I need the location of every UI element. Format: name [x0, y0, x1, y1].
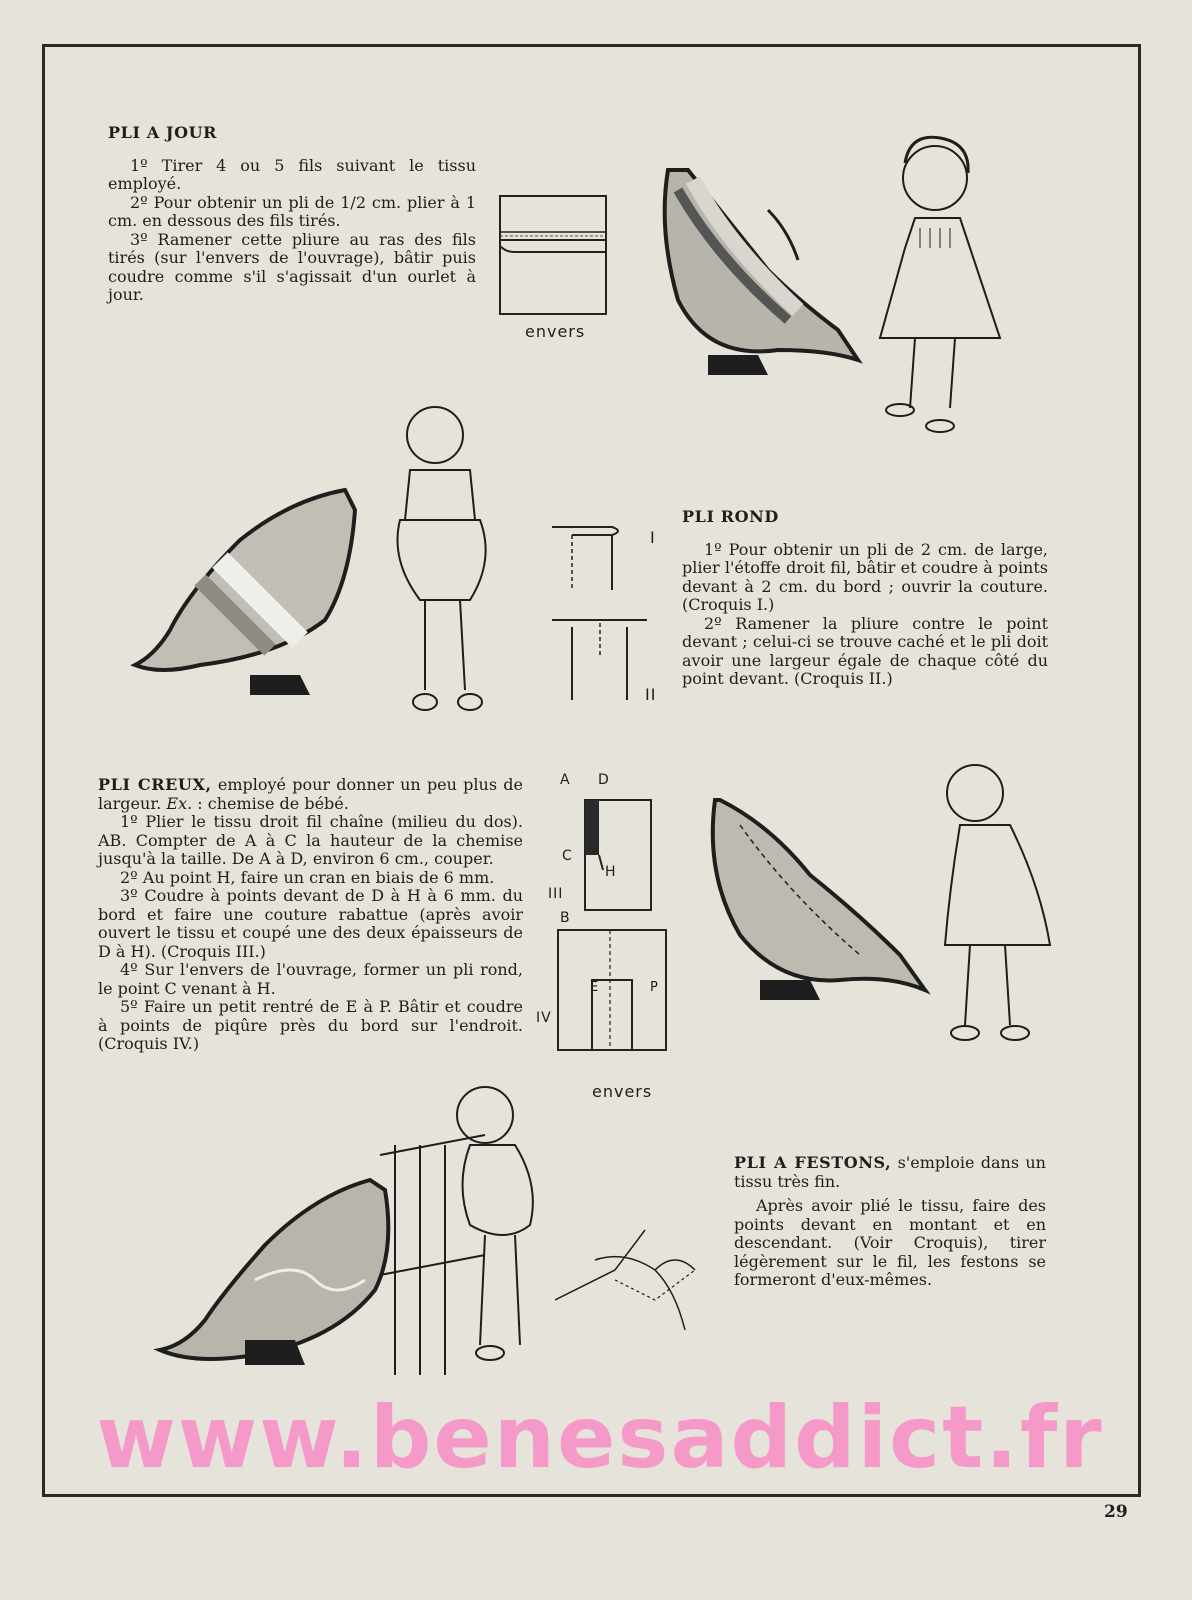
- heading-pli-creux: PLI CREUX,: [98, 775, 212, 794]
- label-croquis-II: II: [645, 685, 657, 704]
- child-illustration: [930, 755, 1090, 1055]
- pli-creux-diagram: [548, 780, 668, 1080]
- paragraph: 1º Plier le tissu droit fil chaîne (milieu du dos). AB. Compter de A à C la hauteur de la chemise jusqu'à la taille. De A à D, environ 6 cm., couper.: [98, 812, 523, 868]
- paragraph: 1º Tirer 4 ou 5 fils suivant le tissu employé.: [108, 155, 476, 193]
- paragraph: 3º Ramener cette pliure au ras des fils tirés (sur l'envers de l'ouvrage), bâtir puis coudre comme s'il s'agissait d'un ourlet à jour.: [108, 229, 476, 304]
- boy-at-fence-illustration: [375, 1075, 575, 1395]
- pli-a-festons-diagram: [555, 1210, 715, 1340]
- intro-text: s'emploie dans un tissu très fin.: [734, 1153, 1046, 1191]
- label-C: C: [562, 848, 573, 864]
- label-envers: envers: [592, 1082, 653, 1101]
- ex-text: : chemise de bébé.: [192, 793, 349, 813]
- bird-illustration: [100, 480, 370, 710]
- paragraph: 5º Faire un petit rentré de E à P. Bâtir et coudre à points de piqûre près du bord sur l'endroit. (Croquis IV.): [98, 997, 523, 1053]
- paragraph: 2º Ramener la pliure contre le point devant ; celui-ci se trouve caché et le pli doit avoir une largeur égale de chaque côté du point devant. (Croquis II.): [682, 613, 1048, 688]
- paragraph: 1º Pour obtenir un pli de 2 cm. de large, plier l'étoffe droit fil, bâtir et coudre à points devant à 2 cm. du bord ; ouvrir la couture. (Croquis I.): [682, 539, 1048, 614]
- label-IV: IV: [536, 1010, 552, 1026]
- label-envers: envers: [525, 322, 586, 341]
- paragraph: 2º Pour obtenir un pli de 1/2 cm. plier à 1 cm. en dessous des fils tirés.: [108, 192, 476, 230]
- section-pli-creux: [98, 776, 523, 1054]
- section-pli-a-jour: [108, 124, 476, 305]
- label-P: P: [650, 980, 659, 995]
- label-E: E: [590, 980, 600, 995]
- intro-text: employé pour donner un peu plus de largeur.: [98, 775, 523, 813]
- label-croquis-I: I: [650, 528, 656, 547]
- heading-pli-rond: PLI ROND: [682, 507, 779, 526]
- paragraph: Après avoir plié le tissu, faire des points devant en montant et en descendant. (Voir Croquis), tirer légèrement sur le fil, les festons se formeront d'eux-mêmes.: [734, 1196, 1046, 1289]
- heading-pli-a-festons: PLI A FESTONS,: [734, 1153, 892, 1172]
- label-H: H: [605, 864, 617, 880]
- bird-illustration: [700, 785, 950, 1015]
- label-A: A: [560, 772, 571, 788]
- boy-illustration: [380, 390, 550, 730]
- section-pli-a-festons: [734, 1154, 1046, 1290]
- heading-pli-a-jour: PLI A JOUR: [108, 123, 218, 142]
- paragraph: 4º Sur l'envers de l'ouvrage, former un pli rond, le point C venant à H.: [98, 960, 523, 998]
- pli-a-jour-diagram: [488, 190, 618, 320]
- bird-illustration: [145, 1170, 405, 1390]
- paragraph: [734, 1154, 1046, 1191]
- watermark: www.benesaddict.fr: [96, 1388, 1104, 1488]
- paragraph: [98, 776, 523, 813]
- section-pli-rond: [682, 508, 1048, 689]
- label-D: D: [598, 772, 610, 788]
- girl-illustration: [860, 118, 1040, 448]
- page-number: 29: [1104, 1502, 1128, 1522]
- label-B: B: [560, 910, 571, 926]
- paragraph: 3º Coudre à points devant de D à H à 6 mm. du bord et faire une couture rabattue (après avoir ouvert le tissu et coupé une des deux épaisseurs de D à H). (Croquis III.): [98, 886, 523, 961]
- paragraph: 2º Au point H, faire un cran en biais de 6 mm.: [120, 867, 495, 887]
- bird-illustration: [648, 150, 888, 400]
- ex-label: Ex.: [166, 793, 193, 813]
- label-III: III: [548, 886, 564, 902]
